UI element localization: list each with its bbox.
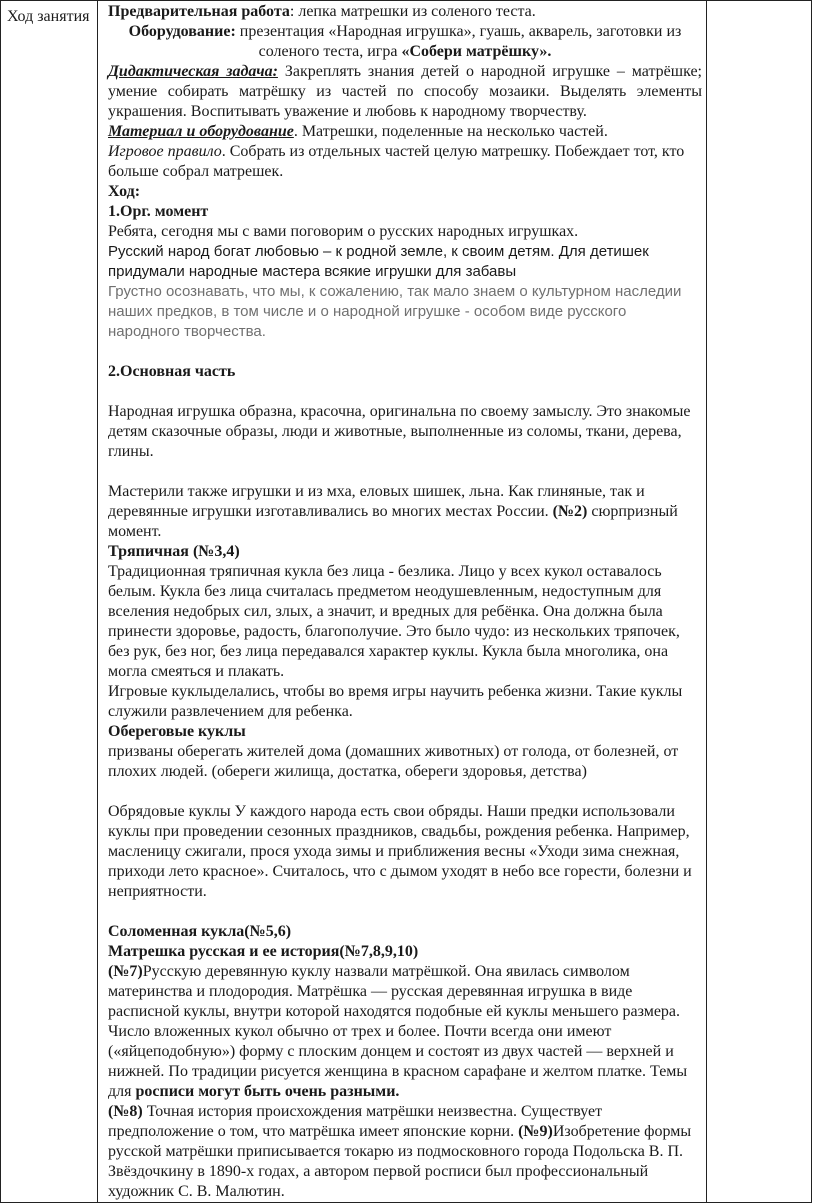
equipment-label: Оборудование: xyxy=(128,23,236,40)
slide-ref: (№7) xyxy=(108,963,143,980)
rag-heading: Тряпичная (№3,4) xyxy=(108,543,240,560)
rule-label: Игровое правило xyxy=(108,143,222,160)
rag-paragraph-1: Традиционная тряпичная кукла без лица - безлика. Лицо у всех кукол оставалось белым. Кукла без лица считалась предметом неодушевленным, недоступным для вселения недобрых сил, злых, а значит, и вредных для ребёнка. Она должна была принести здоровье, радость, благополучие. Это было чудо: из нескольких тряпочек, без рук, без ног, без лица передавался характер куклы. Кукла была многолика, она могла смеяться и плакать. xyxy=(108,563,680,680)
material-text: . Матрешки, поделенные на несколько частей. xyxy=(293,123,608,140)
left-column-cell xyxy=(1,1,98,1203)
org-paragraph-2: Русский народ богат любовью – к родной земле, к своим детям. Для детишек придумали народные мастера всякие игрушки для забавы xyxy=(108,243,649,280)
main-heading: 2.Основная часть xyxy=(108,363,236,380)
slide-ref: (№9) xyxy=(518,1123,553,1140)
org-paragraph-1: Ребята, сегодня мы с вами поговорим о русских народных игрушках. xyxy=(108,223,579,240)
lesson-content xyxy=(98,1,706,1202)
didactic-text: Закреплять знания детей о народной игрушке – матрёшке; умение собирать матрёшку из частей по способу мозаики. Выделять элементы украшения. Воспитывать уважение и любовь к народному творчеству. xyxy=(108,63,703,120)
main-paragraph-1: Народная игрушка образна, красочна, оригинальна по своему замыслу. Это знакомые детям сказочные образы, люди и животные, выполненные из соломы, ткани, дерева, глины. xyxy=(108,403,691,460)
straw-heading: Соломенная кукла(№5,6) xyxy=(108,923,292,940)
material-paragraph xyxy=(108,122,702,142)
course-heading: Ход: xyxy=(108,183,141,200)
prelim-label: Предварительная работа xyxy=(108,3,290,20)
table-row xyxy=(1,1,812,1203)
main-paragraph-2: Мастерили также игрушки и из мха, еловых шишек, льна. Как глиняные, так и деревянные игрушки изготавливались во многих местах России. (№2) сюрпризный момент. xyxy=(108,483,678,540)
didactic-label: Дидактическая задача: xyxy=(108,63,278,80)
prelim-paragraph xyxy=(108,2,702,22)
matryoshka-paragraph-2: (№8) Точная история происхождения матрёшки неизвестна. Существует предположение о том, что матрёшка имеет японские корни. (№9)Изобретение формы русской матрёшки приписывается токарю из подмосковного города Подольска В. П. Звёздочкину в 1890-х годах, а автором первой росписи был профессиональный художник С. В. Малютин. xyxy=(108,1103,692,1200)
lesson-course-label: Ход занятия xyxy=(7,8,90,25)
amulet-paragraph: призваны оберегать жителей дома (домашних животных) от голода, от болезней, от плохих людей. (обереги жилища, достатка, обереги здоровья, детства) xyxy=(108,743,679,780)
amulet-heading: Обереговые куклы xyxy=(108,723,246,740)
org-paragraph-3: Грустно осознавать, что мы, к сожалению, так мало знаем о культурном наследии наших предков, в том числе и о народной игрушке - особом виде русского народного творчества. xyxy=(108,283,682,340)
matryoshka-heading: Матрешка русская и ее история(№7,8,9,10) xyxy=(108,943,419,960)
equipment-paragraph xyxy=(108,22,702,62)
right-column-cell xyxy=(707,1,812,1203)
equipment-game: «Собери матрёшку». xyxy=(401,43,552,60)
slide-ref: (№2) xyxy=(552,503,588,520)
equipment-text: презентация «Народная игрушка», гуашь, акварель, заготовки из соленого теста, игра xyxy=(235,23,682,60)
rule-paragraph xyxy=(108,142,702,182)
org-heading: 1.Орг. момент xyxy=(108,203,209,220)
ritual-paragraph: Обрядовые куклы У каждого народа есть свои обряды. Наши предки использовали куклы при проведении сезонных праздников, свадьбы, рождения ребенка. Например, масленицу сжигали, прося ухода зимы и приближения весны «Уходи зима снежная, приходи лето красное». Считалось, что с дымом уходят в небо все горести, болезни и неприятности. xyxy=(108,803,692,900)
content-cell xyxy=(98,1,707,1203)
didactic-paragraph xyxy=(108,62,702,122)
slide-ref: (№8) xyxy=(108,1103,143,1120)
rule-text: . Собрать из отдельных частей целую матрешку. Побеждает тот, кто больше собрал матрешек. xyxy=(108,143,685,180)
rag-paragraph-2: Игровые куклыделались, чтобы во время игры научить ребенка жизни. Такие куклы служили развлечением для ребенка. xyxy=(108,683,683,720)
prelim-text: : лепка матрешки из соленого теста. xyxy=(289,3,536,20)
material-label: Материал и оборудование xyxy=(108,123,294,140)
matryoshka-paragraph-1: (№7)Русскую деревянную куклу назвали матрёшкой. Она явилась символом материнства и плодородия. Матрёшка — русская деревянная игрушка в виде расписной куклы, внутри которой находятся подобные ей куклы меньшего размера. Число вложенных кукол обычно от трех и более. Почти всегда они имеют («яйцеподобную») форму с плоским донцем и состоят из двух частей — верхней и нижней. По традиции рисуется женщина в красном сарафане и желтом платке. Темы для росписи могут быть очень разными. xyxy=(108,963,688,1100)
